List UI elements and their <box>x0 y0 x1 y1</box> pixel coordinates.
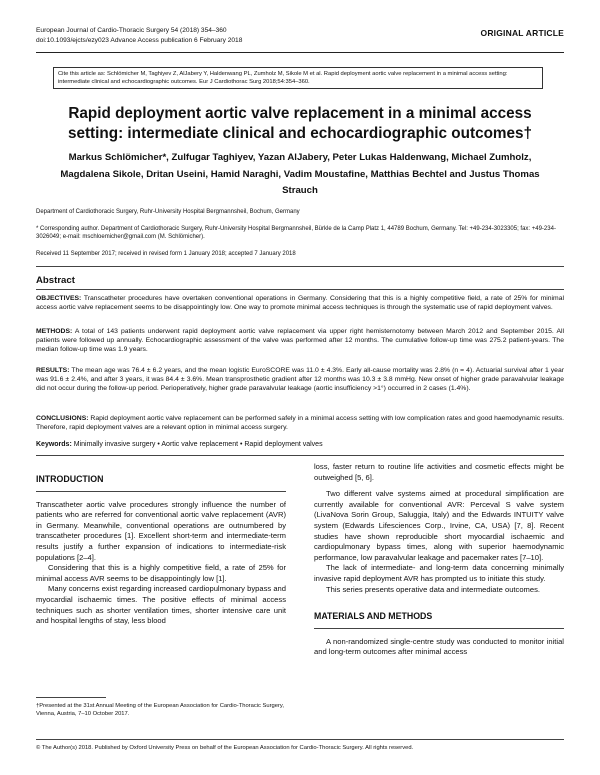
received-dates: Received 11 September 2017; received in revised form 1 January 2018; accepted 7 January 2018 <box>36 251 296 257</box>
keywords-text: Minimally invasive surgery • Aortic valve replacement • Rapid deployment valves <box>71 441 323 448</box>
journal-citation: European Journal of Cardio-Thoracic Surgery 54 (2018) 354–360 <box>36 27 227 34</box>
mm-rule <box>314 628 564 629</box>
header-rule <box>36 52 564 53</box>
objectives-text: Transcatheter procedures have overtaken conventional operations in Germany. Considering that this is a highly competitive field, a rate of 25% for minimal access aortic valve replacement seems to be disappointingly low. One way to promote minimal access techniques is through the systematic use of rapid deployment valves. <box>36 295 564 312</box>
methods-label: METHODS: <box>36 328 73 335</box>
right-column <box>314 462 564 658</box>
abstract-head-rule <box>36 289 564 290</box>
keywords-label: Keywords: <box>36 441 72 448</box>
right-paragraph-4: This series presents operative data and intermediate outcomes. <box>326 584 541 594</box>
abstract-methods <box>36 327 564 355</box>
journal-header <box>36 26 242 45</box>
intro-rule <box>36 491 286 492</box>
corresponding-author: * Corresponding author. Department of Cardiothoracic Surgery, Ruhr-University Hospital Bergmannsheil, Bürkle de la Camp Platz 1, 44789 Bochum, Germany. Tel: +49-234-3023305; fax: +49-234-3026049; e-mail: mschloemicher@gmail.com (M. Schlömicher). <box>36 226 556 240</box>
right-paragraph-3: The lack of intermediate- and long-term data concerning minimally invasive rapid deployment AVR has prompted us to initiate this study. <box>314 563 564 583</box>
copyright-line: © The Author(s) 2018. Published by Oxford University Press on behalf of the European Association for Cardio-Thoracic Surgery. All rights reserved. <box>36 745 414 751</box>
abstract-objectives <box>36 294 564 312</box>
intro-paragraph-1: Transcatheter aortic valve procedures strongly influence the number of patients who are referred for conventional aortic valve replacement (AVR) in Germany. Meanwhile, conventional operations are outnumbered by transcatheter procedures [1]. Excellent short-term and intermediate-term results justify a further expansion of indications to intermediate-risk populations [2–4]. <box>36 499 286 562</box>
footnote: †Presented at the 31st Annual Meeting of the European Association for Cardio-Thoracic Surgery, Vienna, Austria, 7–10 October 2017. <box>36 703 285 717</box>
abstract-top-rule <box>36 266 564 267</box>
article-title: Rapid deployment aortic valve replacement in a minimal access setting: intermediate clinical and echocardiographic outcomes† <box>67 105 533 142</box>
abstract-heading: Abstract <box>36 275 75 286</box>
doi-line: doi:10.1093/ejcts/ezy023 Advance Access publication 6 February 2018 <box>36 36 243 44</box>
left-column <box>36 474 286 627</box>
materials-methods-heading: MATERIALS AND METHODS <box>314 611 433 622</box>
abstract-results <box>36 366 564 394</box>
mm-paragraph-1: A non-randomized single-centre study was conducted to monitor initial and long-term outcomes after minimal access <box>314 636 564 657</box>
intro-paragraph-2: Considering that this is a highly competitive field, a rate of 25% for minimal access AVR seems to be disappointingly low [1]. <box>36 563 286 583</box>
objectives-label: OBJECTIVES: <box>36 295 82 302</box>
right-paragraph-2: Two different valve systems aimed at procedural simplification are currently available for conventional AVR: Perceval S valve system (LivaNova Sorin Group, Saluggia, Italy) and the Edwards INTUITY valve system (Edwards Lifesciences Corp., Irvine, CA, USA) [7, 8]. Recent studies have shown reproducible short myocardial ischaemic and cardiopulmonary bypass times, along with superior haemodynamic performance, low paravalvular leakage and pacemaker rates [7–10]. <box>314 489 564 562</box>
author-list: Markus Schlömicher*, Zulfugar Taghiyev, Yazan AlJabery, Peter Lukas Haldenwang, Michael Zumholz, Magdalena Sikole, Dritan Useini, Hamid Naraghi, Vadim Moustafine, Matthias Bechtel and Justus Thomas Strauch <box>60 152 540 196</box>
introduction-heading: INTRODUCTION <box>36 474 104 484</box>
right-paragraph-1: loss, faster return to routine life activities and cosmetic effects might be outweighed [5, 6]. <box>314 462 564 482</box>
keywords <box>36 441 323 448</box>
abstract-conclusions <box>36 414 564 432</box>
results-text: The mean age was 76.4 ± 6.2 years, and the mean logistic EuroSCORE was 11.0 ± 4.3%. Early all-cause mortality was 2.8% (n = 4). Actuarial survival after 1 year was 91.6 ± 2.4%, and after 3 years, it was 84.4 ± 3.6%. Mean transprosthetic gradient after 12 months was 10.3 ± 3.8 mmHg. New onset of higher grade paravalvular leakage did not occur during the follow-up period. Perioperatively, higher grade paravalvular leakage (aortic insufficiency >1°) occurred in 2 cases (1.4%). <box>36 367 564 393</box>
footer-rule <box>36 739 564 740</box>
footnote-rule <box>36 697 106 698</box>
methods-text: A total of 143 patients underwent rapid deployment aortic valve replacement via upper right hemisternotomy between March 2012 and September 2015. All patients were followed up annually. Echocardiographic assessment of the valve was performed after 12 months. The cumulative follow-up time was 275.2 patient-years. The median follow-up time was 1.9 years. <box>36 328 564 354</box>
abstract-bottom-rule <box>36 455 564 456</box>
affiliation: Department of Cardiothoracic Surgery, Ruhr-University Hospital Bergmannsheil, Bochum, Germany <box>36 209 300 215</box>
results-label: RESULTS: <box>36 367 70 374</box>
conclusions-label: CONCLUSIONS: <box>36 415 89 422</box>
article-type-badge: ORIGINAL ARTICLE <box>480 28 564 38</box>
cite-box: Cite this article as: Schlömicher M, Taghiyev Z, AlJabery Y, Haldenwang PL, Zumholz M, Sikole M et al. Rapid deployment aortic valve replacement in a minimal access setting: intermediate clinical and echocardiographic outcomes. Eur J Cardiothorac Surg 2018;54:354–360. <box>53 67 543 89</box>
intro-paragraph-3: Many concerns exist regarding increased cardiopulmonary bypass and myocardial ischaemic times. The positive effects of minimal access techniques such as shorter ventilation times, shorter intensive care unit and hospital lengths of stay, less blood <box>36 584 286 626</box>
conclusions-text: Rapid deployment aortic valve replacement can be performed safely in a minimal access setting with low complication rates and good haemodynamic results. Therefore, rapid deployment valves are a relevant option in minimal access surgery. <box>36 415 564 432</box>
